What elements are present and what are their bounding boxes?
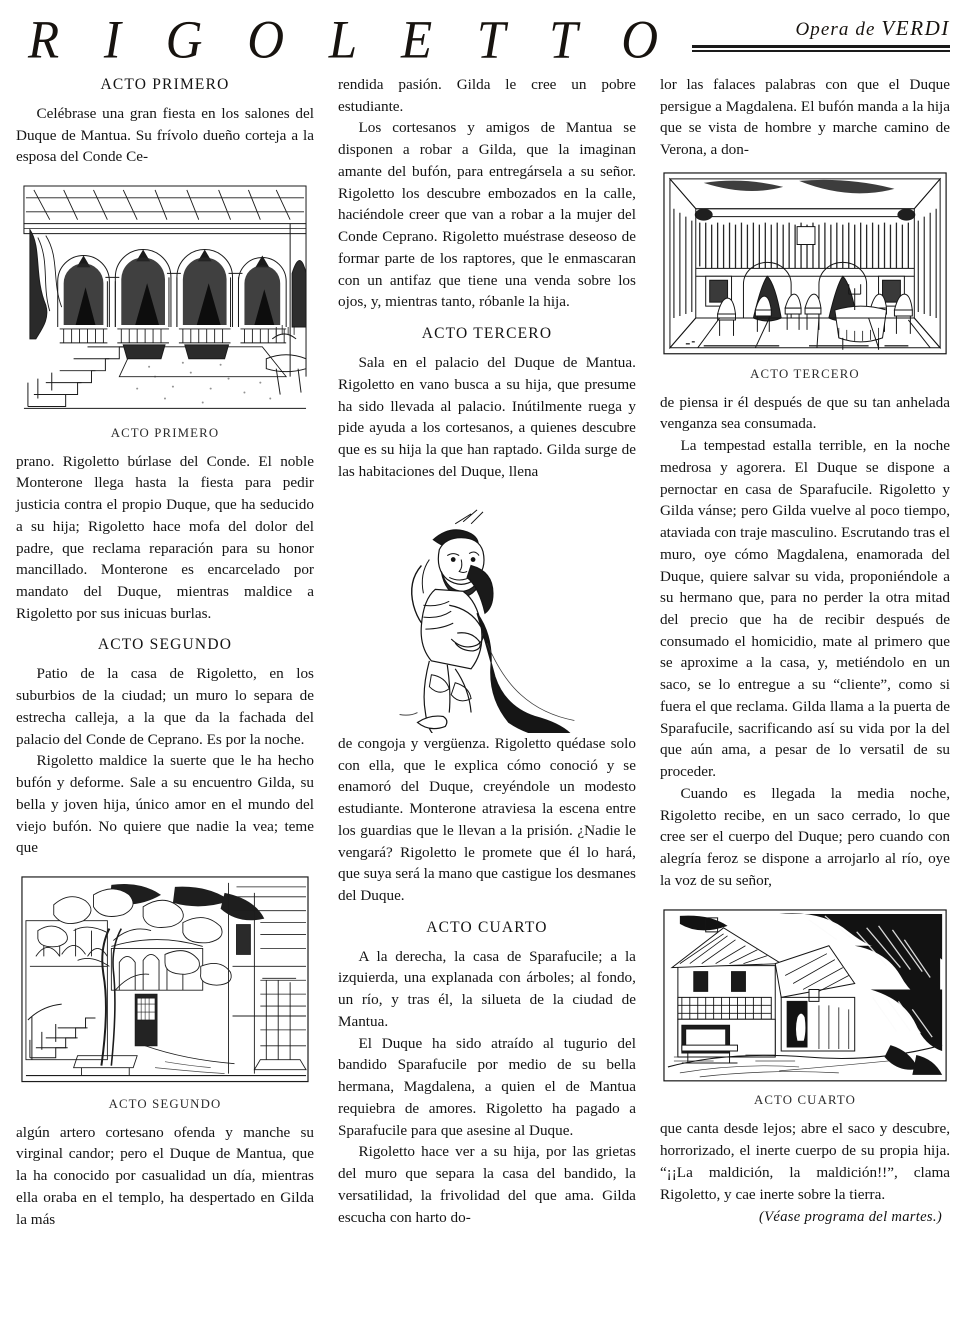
rule-thin (692, 50, 950, 52)
paragraph: rendida pasión. Gilda le cree un pobre estudiante. (337, 76, 636, 115)
paragraph: La tempestad estalla terrible, en la noche medrosa y agorera. El Duque se dispone a pernoctar en casa de Sparafucile. Rigoletto y Gilda vánse; pero Gilda vuelve al poco tiempo, ataviada con traje masculino. Escrutando tras el muro, oye cómo Magdalena, enamorada del Duque, quiere salvar su vida, proponiéndole a su hermano que, para no perder la otra mitad del precio que ha de recibir después de consumado el homicidio, mate al primero que se aproxime a la casa, y, metiéndolo en un saco, se lo entregue a su “cliente”, como si fuera el que reclama. Gilda llama a la puerta de Sparafucile, sacrificando así su vida por la del que aún ama, a pesar de lo versatil de su proceder. (659, 437, 951, 781)
page-title: R I G O L E T T O (28, 11, 675, 71)
paragraph: Cuando es llegada la media noche, Rigoletto recibe, en un saco cerrado, lo que cree ser el cuerpo del Duque; pero cuando con alegría feroz se dispone a arrojarlo al río, oye la voz de su señor, (659, 784, 951, 889)
paragraph: de piensa ir él después de que su tan anhelada venganza sea consumada. (659, 393, 951, 433)
courtyard-street-engraving (16, 871, 314, 1088)
paragraph: prano. Rigoletto búrlase del Conde. El noble Monterone llega hasta la fiesta para pedir justicia contra el propio Duque, que ha seducido a su hija; Rigoletto hace mofa del dolor del padre, que reclama reparación para su honor mancillado. Monterone es encarcelado por mandato del Duque, mientras maldice a Rigoletto por sus inicuas burlas. (16, 452, 314, 622)
paragraph: Sala en el palacio del Duque de Mantua. Rigoletto en vano busca a su hija, que presume ha sido llevada al palacio. Inútilmente ruega y pide ayuda a los cortesanos, a quienes descubre que es su hija la que han raptado. Gilda surge de las habitaciones del Duque, llena (337, 354, 636, 480)
figure-acto-segundo (16, 871, 314, 1112)
act-heading-segundo: ACTO SEGUNDO (97, 636, 233, 654)
figure-rigoletto (338, 494, 636, 732)
act-heading-cuarto: ACTO CUARTO (426, 918, 548, 936)
act-heading-tercero: ACTO TERCERO (421, 325, 553, 343)
byline-rules (692, 45, 950, 52)
figure-caption: ACTO PRIMERO (110, 425, 220, 440)
sparafucile-inn-engraving (660, 906, 950, 1085)
palace-hall-arcade-engraving (16, 178, 314, 416)
rigoletto-figure-cloak-engraving (338, 494, 636, 732)
article-columns (14, 74, 952, 1230)
see-program-note: (Véase programa del martes.) (759, 1209, 943, 1226)
paragraph: lor las falaces palabras con que el Duque persigue a Magdalena. El bufón manda a la hija que se vista de hombre y marche camino de Verona, a don- (659, 76, 951, 159)
paragraph: Rigoletto maldice la suerte que le ha hecho bufón y deforme. Sale a su encuentro Gilda, su bella y joven hija, único amor en el mundo del viejo bufón. No quiere que nadie la vea; teme que (16, 752, 314, 857)
paragraph: Celébrase una gran fiesta en los salones del Duque de Mantua. Su frívolo dueño corteja a la esposa del Conde Ce- (16, 105, 314, 166)
figure-acto-tercero (660, 169, 950, 382)
paragraph: algún artero cortesano ofenda y manche su virginal candor; pero el Duque de Mantua, que la ha conocido por casualidad un día, mientras ella oraba en el templo, ha despertado en Gilda la más (16, 1123, 314, 1228)
paragraph: A la derecha, la casa de Sparafucile; a la izquierda, una explanada con árboles; al fondo, un río, y tras él, la silueta de la ciudad de Mantua. (337, 947, 636, 1030)
figure-acto-cuarto (660, 906, 950, 1109)
ducal-salon-draped-engraving (660, 169, 950, 358)
paragraph: que canta desde lejos; abre el saco y descubre, horrorizado, el inerte cuerpo de su propia hija. “¡¡La maldición, la maldición!!”, clama Rigoletto, y cae inerte sobre la tierra. (659, 1120, 951, 1203)
byline (692, 16, 950, 41)
byline-block (692, 16, 950, 52)
paragraph: de congoja y vergüenza. Rigoletto quédase solo con ella, que le explica cómo conoció y se enamoró del Duque, creyéndole un modesto estudiante. Monterone atraviesa la escena entre los guardias que le llevan a la prisión. ¿Nadie le vengará? Rigoletto le promete que él lo hará, que suya será la mano que castigue los desmanes del Duque. (337, 734, 636, 904)
masthead (14, 8, 952, 74)
paragraph: Rigoletto hace ver a su hija, por las grietas del muro que separa la casa del bandido, la versatilidad, la frivolidad del que ama. Gilda escucha con harto do- (337, 1143, 636, 1226)
column-3 (660, 74, 950, 1230)
column-2 (338, 74, 636, 1230)
act-heading-primero: ACTO PRIMERO (100, 76, 230, 93)
figure-caption: ACTO SEGUNDO (108, 1096, 222, 1111)
figure-acto-primero (16, 178, 314, 440)
byline-prefix: Opera de (795, 19, 882, 40)
figure-caption: ACTO CUARTO (753, 1093, 857, 1108)
paragraph: Patio de la casa de Rigoletto, en los suburbios de la ciudad; un muro lo separa de estrecha calleja, a la que da la fachada del palacio del Conde de Ceprano. Es por la noche. (16, 665, 314, 748)
column-1 (16, 74, 314, 1230)
byline-composer: VERDI (881, 16, 950, 40)
paragraph: Los cortesanos y amigos de Mantua se disponen a robar a Gilda, que la imaginan amante del bufón, para entregársela a su señor. Rigoletto los descubre embozados en la calle, haciéndole creer que van a robar a la mujer del Conde Ceprano. Rigoletto muéstrase deseoso de formar parte de los raptores, que le enmascaran con un antifaz que tiene una venda sobre los ojos, y, mientras tanto, róbanle la hija. (337, 119, 636, 311)
figure-caption: ACTO TERCERO (750, 366, 860, 381)
paragraph: El Duque ha sido atraído al tugurio del bandido Sparafucile por medio de su bella hermana, Magdalena, a quien el de Mantua requiebra de amores. Rigoletto ha pagado a Sparafucile para que asesine al Duque. (337, 1034, 636, 1139)
